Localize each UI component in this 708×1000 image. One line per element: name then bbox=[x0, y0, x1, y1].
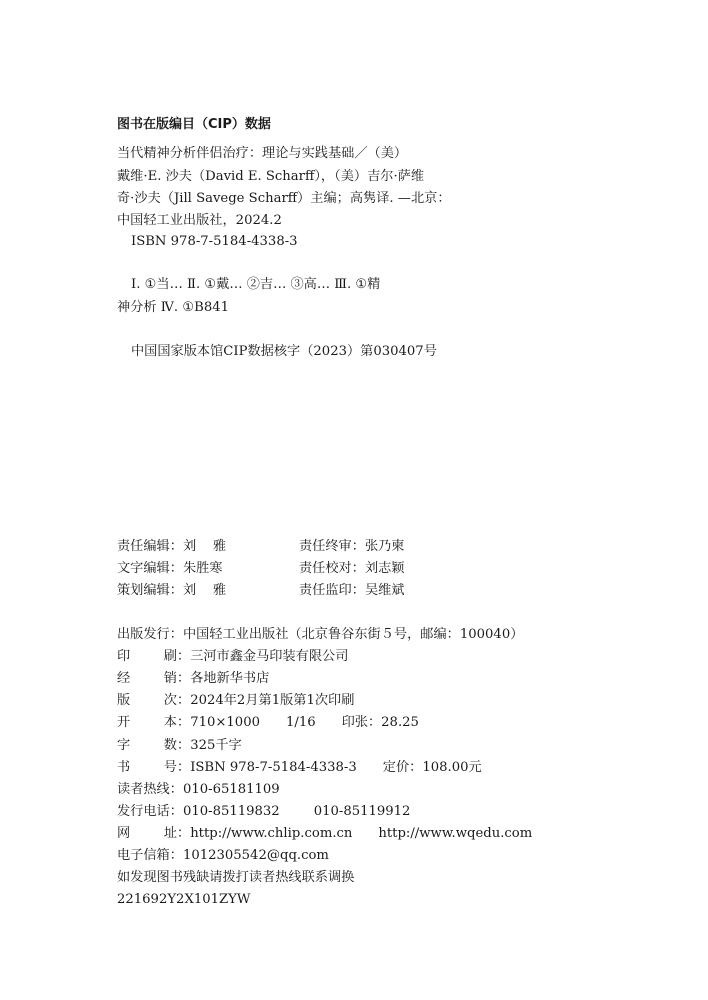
staff-label: 责任监印： bbox=[299, 583, 365, 598]
edition-value: 2024年2月第1版第1次印刷 bbox=[190, 693, 355, 708]
cip-number: 中国国家版本馆CIP数据核字（2023）第030407号 bbox=[131, 344, 437, 359]
phone-value-1: 010-85119832 bbox=[182, 804, 280, 819]
staff-row-3-left bbox=[117, 582, 226, 600]
staff-value: 刘 雅 bbox=[182, 583, 227, 598]
staff-row-3-right bbox=[299, 582, 405, 600]
isbn-value: ISBN 978-7-5184-4338-3 bbox=[190, 760, 357, 775]
wordcount-value: 325千字 bbox=[190, 738, 242, 753]
printer-value: 三河市鑫金马印装有限公司 bbox=[190, 649, 349, 664]
colon: ： bbox=[177, 826, 191, 841]
staff-label: 责任编辑： bbox=[117, 539, 183, 554]
staff-row-2-left bbox=[117, 560, 223, 578]
edition-label: 版次 bbox=[117, 693, 177, 708]
cip-line-3: 奇·沙夫（Jill Savege Scharff）主编；高隽译. —北京： bbox=[117, 191, 451, 206]
staff-value: 刘志颖 bbox=[364, 561, 405, 576]
distributor-value: 各地新华书店 bbox=[190, 671, 270, 686]
isbn-label: 书号 bbox=[117, 760, 177, 775]
print-code: 221692Y2X101ZYW bbox=[117, 892, 251, 907]
staff-value: 刘 雅 bbox=[182, 539, 227, 554]
wordcount-label: 字数 bbox=[117, 738, 177, 753]
publisher-label: 出版发行： bbox=[117, 627, 183, 642]
cip-line-4: 中国轻工业出版社，2024.2 bbox=[117, 213, 282, 228]
staff-value: 吴维斌 bbox=[364, 583, 405, 598]
email-label: 电子信箱： bbox=[117, 848, 183, 863]
cip-line-1: 当代精神分析伴侣治疗：理论与实践基础／（美） bbox=[117, 146, 408, 161]
format-row bbox=[117, 714, 419, 732]
cip-isbn: ISBN 978-7-5184-4338-3 bbox=[131, 234, 298, 249]
email-row bbox=[117, 847, 329, 865]
website-row bbox=[117, 825, 532, 843]
phone-label: 发行电话： bbox=[117, 804, 183, 819]
colon: ： bbox=[177, 760, 191, 775]
hotline-label: 读者热线： bbox=[117, 782, 183, 797]
email-link[interactable]: 1012305542@qq.com bbox=[182, 848, 329, 863]
hotline-value: 010-65181109 bbox=[182, 782, 280, 797]
staff-label: 责任终审： bbox=[299, 539, 365, 554]
cip-heading: 图书在版编目（CIP）数据 bbox=[117, 117, 271, 132]
website-link-1[interactable]: http://www.chlip.com.cn bbox=[190, 826, 353, 841]
staff-row-1-right bbox=[299, 538, 405, 556]
format-sheets: 印张：28.25 bbox=[341, 715, 419, 730]
isbn-row bbox=[117, 759, 482, 777]
printer-label: 印刷 bbox=[117, 649, 177, 664]
colon: ： bbox=[177, 693, 191, 708]
colon: ： bbox=[177, 649, 191, 664]
colon: ： bbox=[177, 715, 191, 730]
cip-subject-line-1: Ⅰ. ①当… Ⅱ. ①戴… ②吉… ③高… Ⅲ. ①精 bbox=[131, 277, 381, 292]
publisher-value: 中国轻工业出版社（北京鲁谷东街５号，邮编：100040） bbox=[182, 627, 524, 642]
staff-value: 张乃柬 bbox=[364, 539, 405, 554]
cip-line-2: 戴维·E. 沙夫（David E. Scharff），（美）吉尔·萨维 bbox=[117, 169, 425, 184]
format-size: 710×1000 bbox=[190, 715, 260, 730]
format-label: 开本 bbox=[117, 715, 177, 730]
wordcount-row bbox=[117, 737, 242, 755]
staff-row-1-left bbox=[117, 538, 226, 556]
staff-label: 文字编辑： bbox=[117, 561, 183, 576]
cip-subject-line-2: 神分析 Ⅳ. ①B841 bbox=[117, 300, 229, 315]
staff-label: 责任校对： bbox=[299, 561, 365, 576]
phone-row bbox=[117, 803, 410, 821]
staff-row-2-right bbox=[299, 560, 405, 578]
colon: ： bbox=[177, 671, 191, 686]
website-link-2[interactable]: http://www.wqedu.com bbox=[378, 826, 533, 841]
hotline-row bbox=[117, 781, 280, 799]
staff-label: 策划编辑： bbox=[117, 583, 183, 598]
printer-row bbox=[117, 648, 348, 666]
publisher-row bbox=[117, 626, 523, 644]
edition-row bbox=[117, 692, 354, 710]
distributor-label: 经销 bbox=[117, 671, 177, 686]
distributor-row bbox=[117, 670, 269, 688]
notice-line: 如发现图书残缺请拨打读者热线联系调换 bbox=[117, 870, 355, 885]
colon: ： bbox=[177, 738, 191, 753]
staff-value: 朱胜寒 bbox=[182, 561, 223, 576]
website-label: 网址 bbox=[117, 826, 177, 841]
price-value: 定价：108.00元 bbox=[382, 760, 482, 775]
phone-value-2: 010-85119912 bbox=[313, 804, 411, 819]
format-fold: 1/16 bbox=[285, 715, 316, 730]
